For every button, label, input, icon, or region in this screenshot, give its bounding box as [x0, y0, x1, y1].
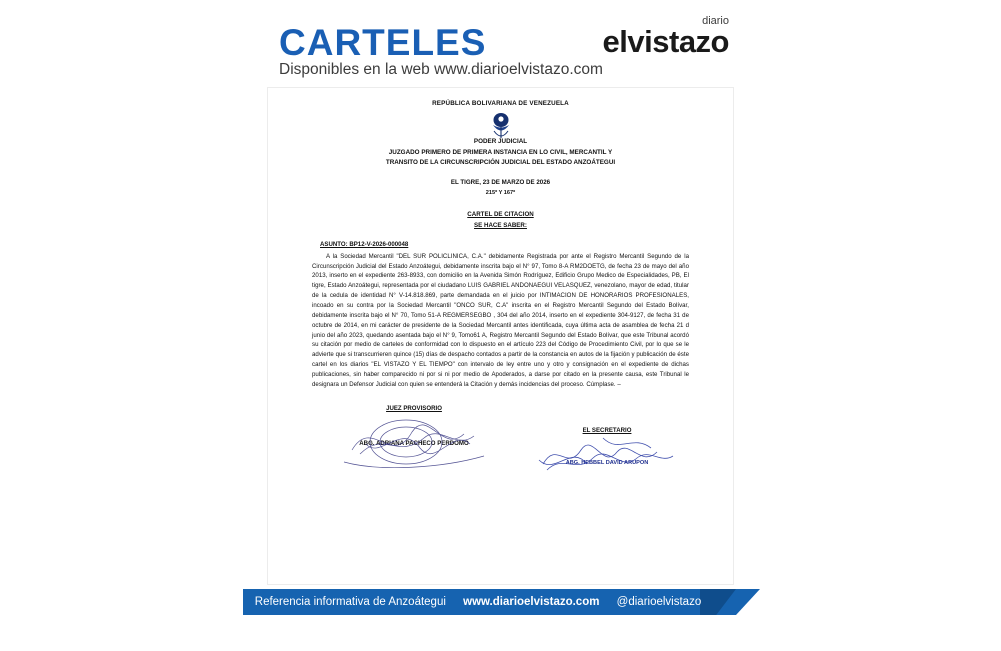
- signature-secretary-name: ABG. HEBBEL DAVID ARUPON: [565, 460, 649, 467]
- doc-years: 215º Y 167º: [485, 190, 516, 197]
- logo-elvistazo-text: elvistazo: [602, 24, 729, 59]
- doc-body-text: [312, 252, 689, 390]
- header-subtitle: Disponibles en la web www.diarioelvistazo.com: [279, 61, 603, 78]
- secretary-signature-scribble: [533, 430, 683, 482]
- logo-elvistazo: [602, 15, 729, 59]
- page-header: [0, 0, 1001, 92]
- doc-juzgado-line-2: TRANSITO DE LA CIRCUNSCRIPCIÓN JUDICIAL DEL ESTADO ANZOÁTEGUI: [385, 158, 616, 166]
- signature-judge-title: JUEZ PROVISORIO: [386, 404, 442, 412]
- footer-content: [243, 589, 713, 615]
- document-sheet: [268, 88, 733, 584]
- page-footer: [0, 589, 1001, 615]
- signature-judge: [324, 404, 504, 449]
- doc-asunto: ASUNTO: BP12-V-2026-000048: [320, 241, 409, 249]
- doc-republic-line: REPÚBLICA BOLIVARIANA DE VENEZUELA: [432, 100, 569, 107]
- doc-se-hace-saber: SE HACE SABER:: [474, 221, 527, 229]
- doc-cartel-title: CARTEL DE CITACION: [467, 211, 534, 219]
- doc-body-content: A la Sociedad Mercantil "DEL SUR POLICLINICA, C.A." debidamente Registrada por ante el Registro Mercantil Segundo de la Circunscripción Judicial del Estado Anzoátegui, debidamente inscrita bajo el N° 97, Tomo 8-A RM2DOETG, de fecha 23 de mayo del año 2013, inserto en el expediente 263-8933, con domicilio en la Avenida Simón Rodríguez, Edificio Grupo Medico de Especialidades, PB, El tigre, Estado Anzoátegui, representada por el ciudadano LUIS GABRIEL ANDONAEGUI VELASQUEZ, venezolano, mayor de edad, titular de la cedula de identidad N° V-14.818.869, parte demandada en el juicio por INTIMACION DE HONORARIOS PROFESIONALES, incoado en su contra por la Sociedad Mercantil "ONCO SUR, C.A" inscrita en el Registro Mercantil Segundo del Estado Bolívar, debidamente inscrita bajo el N° 70, Tomo 51-A REGMERSEGBO , 304 del año 2014, inserto en el expediente 304-9127, de fecha 31 de octubre de 2014, en mi carácter de presidente de la Sociedad Mercantil antes identificada, cuya última acta de asamblea de fecha 21 d junio del año 2023, quedando asentada bajo el N° 9, Tomo61 A, Registro Mercantil Segundo del Estado Bolívar, que este Tribunal acordó su citación por medio de carteles de conformidad con lo dispuesto en el artículo 223 del Código de Procedimiento Civil, por lo que se le advierte que si transcurrieren quince (15) días de despacho contados a partir de la constancia en autos de la fijación y publicación de éste cartel en los diarios "EL VISTAZO Y EL TIEMPO" con intervalo de ley entre uno y otro y consignación en el expediente de dichas publicaciones, sin haber comparecido ni por si ni por medio de Apoderados, a darse por citado en la presente causa, este Tribunal le designara un Defensor Judicial con quien se entenderá la Citación y demás incidencias del proceso. Cúmplase. –: [312, 252, 689, 388]
- footer-handle[interactable]: @diarioelvistazo: [616, 596, 702, 608]
- footer-reference: Referencia informativa de Anzoátegui: [254, 596, 446, 608]
- signature-secretary-title: EL SECRETARIO: [582, 426, 632, 434]
- signature-judge-name: ABG. ADRIANA PACHECO PERDOMO: [359, 440, 469, 448]
- doc-juzgado-line-1: JUZGADO PRIMERO DE PRIMERA INSTANCIA EN LO CIVIL, MERCANTIL Y: [388, 148, 613, 156]
- logo-diario-tag: diario: [702, 15, 729, 27]
- doc-poder-judicial: PODER JUDICIAL: [473, 137, 528, 145]
- signature-secretary: [527, 426, 687, 468]
- page-title: CARTELES: [279, 22, 487, 63]
- footer-website[interactable]: www.diarioelvistazo.com: [463, 596, 600, 608]
- signature-area: [312, 404, 689, 490]
- doc-date: EL TIGRE, 23 DE MARZO DE 2026: [450, 178, 551, 186]
